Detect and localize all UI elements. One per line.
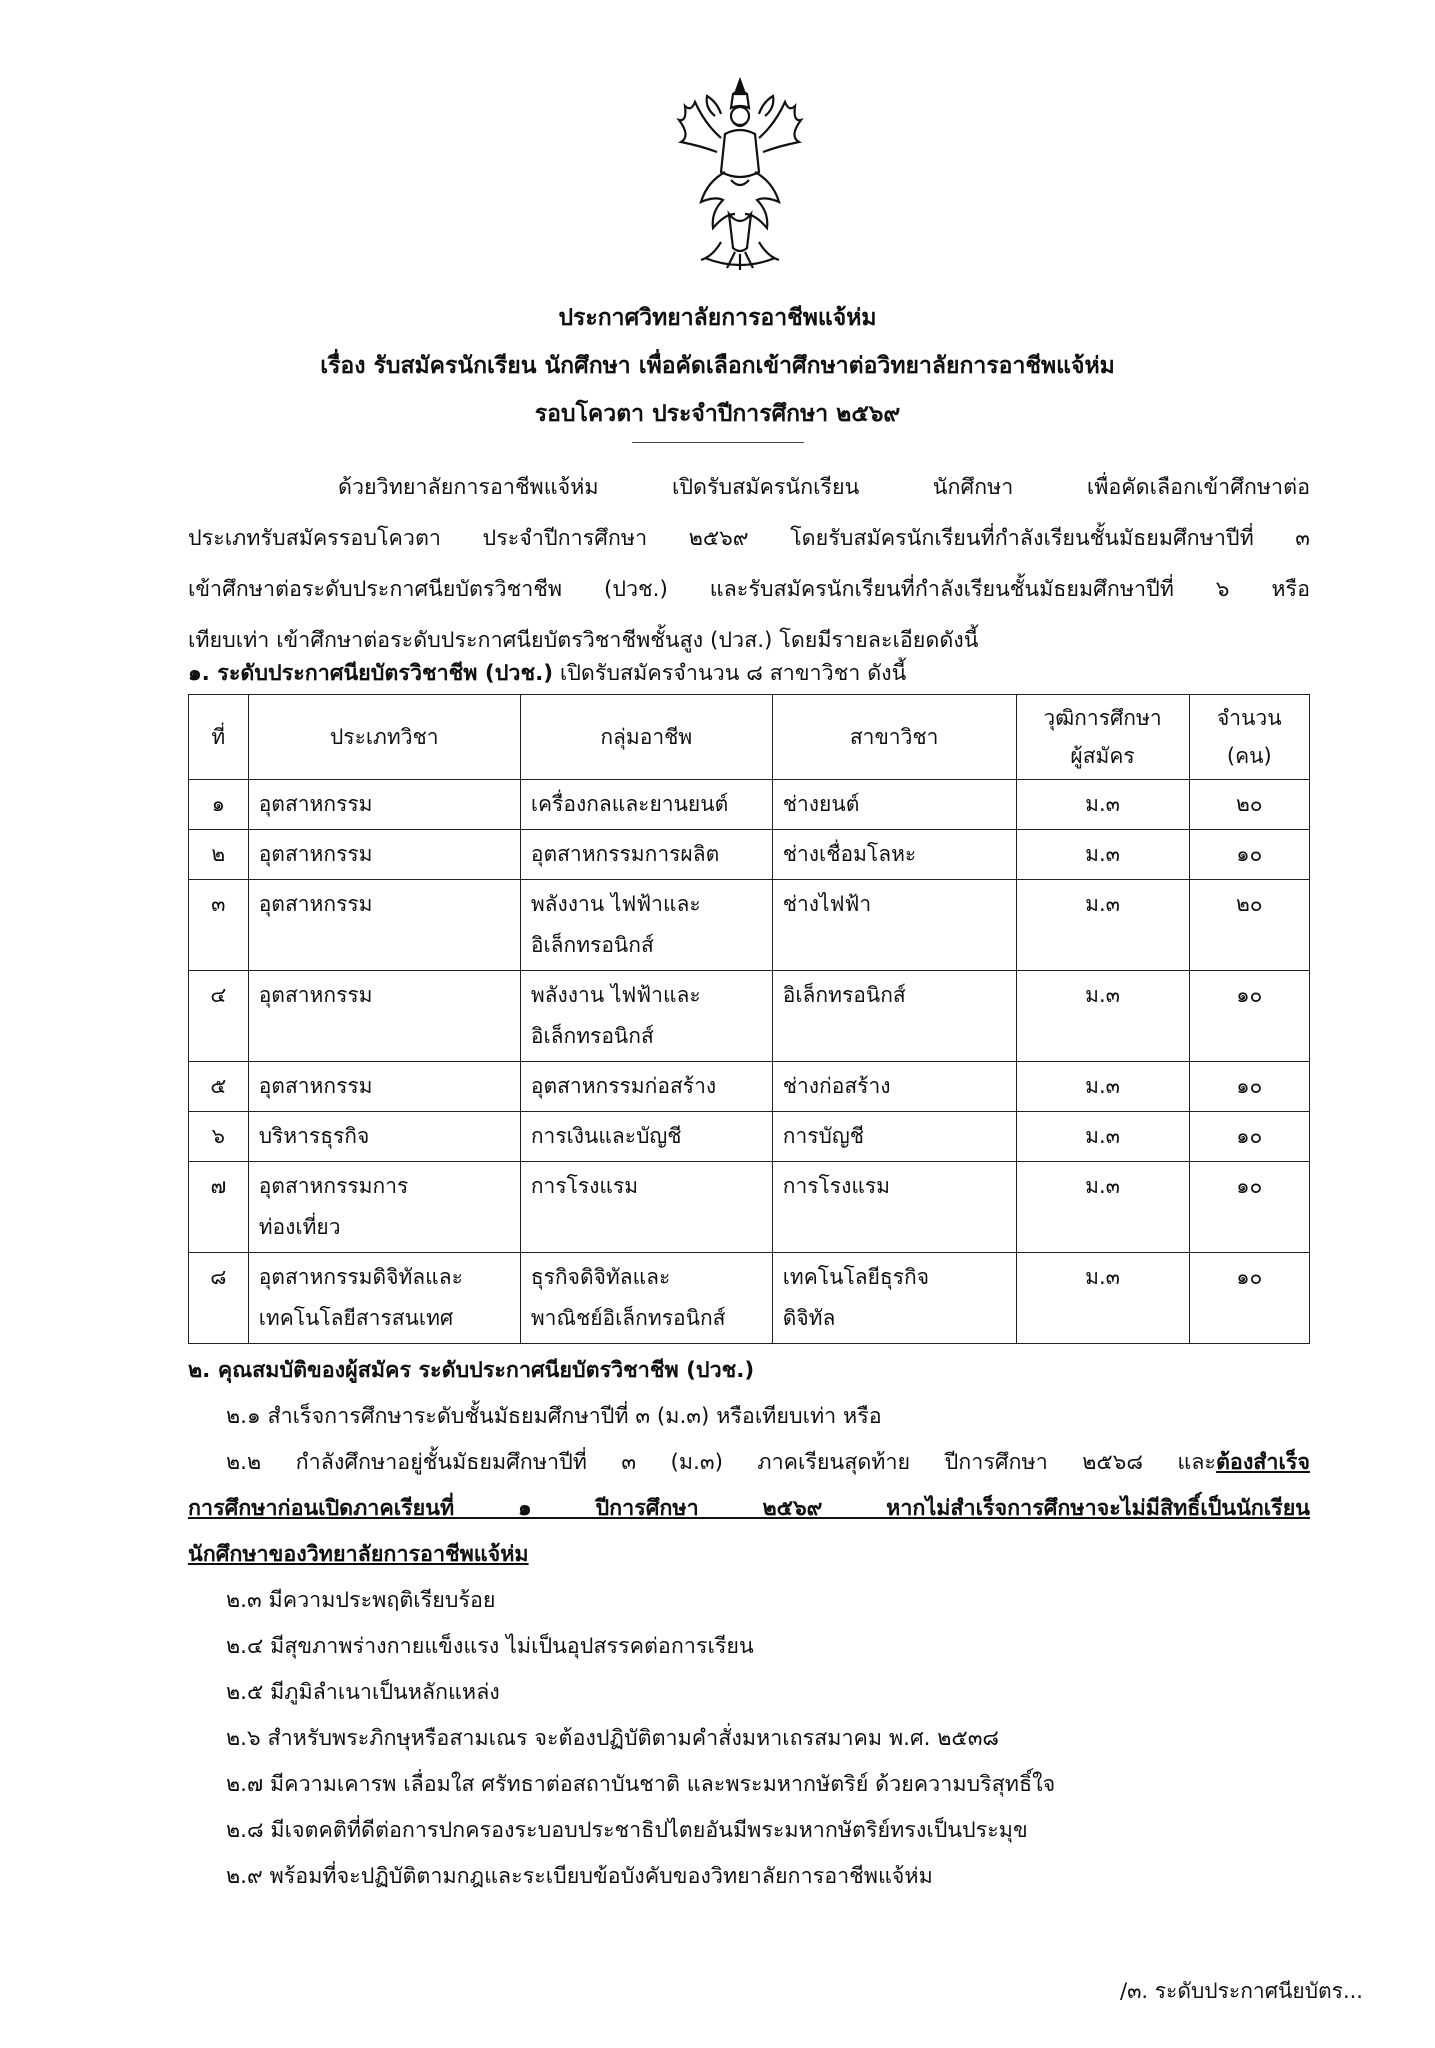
cell-group-text: ธุรกิจดิจิทัลและ bbox=[530, 1265, 671, 1289]
cell-no bbox=[189, 1062, 249, 1112]
cell-major bbox=[772, 780, 1016, 830]
cell-count-text: ๒๐ bbox=[1235, 892, 1263, 916]
cell-group-text: อิเล็กทรอนิกส์ bbox=[530, 1024, 654, 1048]
cell-major bbox=[772, 830, 1016, 880]
section1-heading bbox=[188, 656, 906, 690]
cell-no-text: ๔ bbox=[210, 983, 227, 1007]
cell-count-text: ๑๐ bbox=[1236, 842, 1263, 866]
cell-type-text: อุตสาหกรรม bbox=[258, 792, 373, 816]
qualification-text: ๒.๒ กำลังศึกษาอยู่ชั้นมัธยมศึกษาปีที่ ๓ (ม.๓) ภาคเรียนสุดท้าย ปีการศึกษา ๒๕๖๘ และ bbox=[226, 1450, 1216, 1475]
intro-paragraph bbox=[188, 462, 1310, 666]
cell-no bbox=[189, 1253, 249, 1344]
cell-count-text: ๑๐ bbox=[1236, 1074, 1263, 1098]
cell-group bbox=[520, 971, 772, 1062]
cell-major bbox=[772, 880, 1016, 971]
qualification-emphasis: ต้องสำเร็จ bbox=[1215, 1450, 1310, 1475]
cell-type-text: อุตสาหกรรมดิจิทัลและ bbox=[258, 1265, 463, 1289]
header-no: ที่ bbox=[189, 695, 249, 780]
cell-group bbox=[520, 1253, 772, 1344]
table-row bbox=[189, 1062, 1310, 1112]
qualification-item: ๒.๔ มีสุขภาพร่างกายแข็งแรง ไม่เป็นอุปสรรคต่อการเรียน bbox=[226, 1634, 754, 1659]
cell-major bbox=[772, 1112, 1016, 1162]
cell-education-text: ม.๓ bbox=[1085, 842, 1120, 866]
cell-type-text: อุตสาหกรรม bbox=[258, 1074, 373, 1098]
qualification-item: ๒.๙ พร้อมที่จะปฏิบัติตามกฎและระเบียบข้อบังคับของวิทยาลัยการอาชีพแจ้ห่ม bbox=[226, 1864, 933, 1889]
cell-count bbox=[1189, 1062, 1309, 1112]
table-row bbox=[189, 1253, 1310, 1344]
header-major: สาขาวิชา bbox=[772, 695, 1016, 780]
cell-count-text: ๑๐ bbox=[1236, 1124, 1263, 1148]
cell-count-text: ๑๐ bbox=[1236, 1265, 1263, 1289]
cell-group-text: พลังงาน ไฟฟ้าและ bbox=[530, 983, 701, 1007]
cell-education bbox=[1016, 1162, 1189, 1253]
cell-no-text: ๘ bbox=[210, 1265, 227, 1289]
cell-education bbox=[1016, 780, 1189, 830]
qualification-item: ๒.๗ มีความเคารพ เลื่อมใส ศรัทธาต่อสถาบันชาติ และพระมหากษัตริย์ ด้วยความบริสุทธิ์ใจ bbox=[226, 1772, 1056, 1797]
cell-group-text: อิเล็กทรอนิกส์ bbox=[530, 933, 654, 957]
qualification-item: ๒.๑ สำเร็จการศึกษาระดับชั้นมัธยมศึกษาปีที่ ๓ (ม.๓) หรือเทียบเท่า หรือ bbox=[226, 1404, 882, 1429]
cell-major-text: ช่างก่อสร้าง bbox=[782, 1074, 891, 1098]
continuation-note: /๓. ระดับประกาศนียบัตร... bbox=[1120, 1979, 1363, 2003]
cell-type-text: อุตสาหกรรม bbox=[258, 892, 373, 916]
qualification-item: ๒.๕ มีภูมิลำเนาเป็นหลักแหล่ง bbox=[226, 1680, 500, 1705]
cell-no bbox=[189, 1112, 249, 1162]
header-type: ประเภทวิชา bbox=[248, 695, 520, 780]
announcement-title: ประกาศวิทยาลัยการอาชีพแจ้ห่ม bbox=[558, 305, 877, 331]
intro-line: เทียบเท่า เข้าศึกษาต่อระดับประกาศนียบัตรวิชาชีพชั้นสูง (ปวส.) โดยมีรายละเอียดดังนี้ bbox=[188, 628, 979, 653]
cell-education-text: ม.๓ bbox=[1085, 1174, 1120, 1198]
qualification-item: ๒.๓ มีความประพฤติเรียบร้อย bbox=[226, 1588, 496, 1613]
cell-major-text: ช่างเชื่อมโลหะ bbox=[782, 842, 917, 866]
cell-count bbox=[1189, 971, 1309, 1062]
cell-type bbox=[248, 971, 520, 1062]
cell-group bbox=[520, 1112, 772, 1162]
announcement-round: รอบโควตา ประจำปีการศึกษา ๒๕๖๙ bbox=[534, 401, 901, 427]
header-count bbox=[1189, 695, 1309, 780]
cell-count-text: ๒๐ bbox=[1235, 792, 1263, 816]
cell-no bbox=[189, 971, 249, 1062]
cell-type bbox=[248, 1112, 520, 1162]
qualification-item bbox=[188, 1440, 1310, 1486]
cell-group-text: พลังงาน ไฟฟ้าและ bbox=[530, 892, 701, 916]
garuda-emblem-icon bbox=[665, 72, 815, 272]
cell-type-text: เทคโนโลยีสารสนเทศ bbox=[258, 1306, 454, 1330]
cell-education-text: ม.๓ bbox=[1085, 1124, 1120, 1148]
table-row bbox=[189, 971, 1310, 1062]
header-group: กลุ่มอาชีพ bbox=[520, 695, 772, 780]
cell-count bbox=[1189, 1253, 1309, 1344]
header-num-line2: (คน) bbox=[1226, 744, 1272, 768]
cell-type-text: บริหารธุรกิจ bbox=[258, 1124, 370, 1148]
cell-education-text: ม.๓ bbox=[1085, 983, 1120, 1007]
cell-count-text: ๑๐ bbox=[1236, 1174, 1263, 1198]
section2-title: ๒. คุณสมบัติของผู้สมัคร ระดับประกาศนียบัตรวิชาชีพ (ปวช.) bbox=[188, 1358, 755, 1383]
cell-education bbox=[1016, 1062, 1189, 1112]
cell-major-text: ดิจิทัล bbox=[782, 1306, 836, 1330]
cell-type bbox=[248, 830, 520, 880]
cell-type-text: อุตสาหกรรม bbox=[258, 983, 373, 1007]
cell-major-text: การโรงแรม bbox=[782, 1174, 890, 1198]
title-divider bbox=[632, 442, 804, 443]
section1-title: ๑. ระดับประกาศนียบัตรวิชาชีพ (ปวช.) bbox=[188, 661, 554, 686]
intro-line: ประเภทรับสมัครรอบโควตา ประจำปีการศึกษา ๒๕๖๙ โดยรับสมัครนักเรียนที่กำลังเรียนชั้นมัธยมศึกษาปีที่ ๓ bbox=[188, 526, 1310, 551]
table-row bbox=[189, 830, 1310, 880]
table-row bbox=[189, 1112, 1310, 1162]
qualification-emphasis-line: การศึกษาก่อนเปิดภาคเรียนที่ ๑ ปีการศึกษา ๒๕๖๙ หากไม่สำเร็จการศึกษาจะไม่มีสิทธิ์เป็นนักเรียน bbox=[188, 1496, 1310, 1521]
cell-type-text: ท่องเที่ยว bbox=[258, 1215, 341, 1239]
cell-education bbox=[1016, 880, 1189, 971]
cell-count bbox=[1189, 880, 1309, 971]
table-row bbox=[189, 880, 1310, 971]
cell-group bbox=[520, 780, 772, 830]
quota-table bbox=[188, 694, 1310, 1344]
cell-no bbox=[189, 1162, 249, 1253]
cell-major bbox=[772, 1162, 1016, 1253]
cell-no-text: ๑ bbox=[211, 792, 226, 816]
section1-desc: เปิดรับสมัครจำนวน ๘ สาขาวิชา ดังนี้ bbox=[553, 661, 907, 686]
cell-group bbox=[520, 1162, 772, 1253]
header-num-line1: จำนวน bbox=[1216, 706, 1282, 730]
cell-major bbox=[772, 1062, 1016, 1112]
intro-line: ด้วยวิทยาลัยการอาชีพแจ้ห่ม เปิดรับสมัครนักเรียน นักศึกษา เพื่อคัดเลือกเข้าศึกษาต่อ bbox=[338, 475, 1310, 500]
cell-education-text: ม.๓ bbox=[1085, 892, 1120, 916]
announcement-subject: เรื่อง รับสมัครนักเรียน นักศึกษา เพื่อคัดเลือกเข้าศึกษาต่อวิทยาลัยการอาชีพแจ้ห่ม bbox=[320, 353, 1115, 379]
cell-group bbox=[520, 880, 772, 971]
cell-group-text: การโรงแรม bbox=[530, 1174, 639, 1198]
cell-no bbox=[189, 830, 249, 880]
cell-count bbox=[1189, 1162, 1309, 1253]
intro-line: เข้าศึกษาต่อระดับประกาศนียบัตรวิชาชีพ (ปวช.) และรับสมัครนักเรียนที่กำลังเรียนชั้นมัธยมศึกษาปีที่ ๖ หรือ bbox=[188, 577, 1310, 602]
cell-education bbox=[1016, 971, 1189, 1062]
cell-group-text: อุตสาหกรรมก่อสร้าง bbox=[530, 1074, 717, 1098]
cell-group bbox=[520, 830, 772, 880]
cell-no-text: ๖ bbox=[211, 1124, 226, 1148]
cell-no-text: ๕ bbox=[210, 1074, 227, 1098]
header-edu-line1: วุฒิการศึกษา bbox=[1043, 706, 1162, 730]
cell-major-text: การบัญชี bbox=[782, 1124, 864, 1148]
table-row bbox=[189, 1162, 1310, 1253]
cell-count bbox=[1189, 780, 1309, 830]
cell-count bbox=[1189, 830, 1309, 880]
cell-type-text: อุตสาหกรรม bbox=[258, 842, 373, 866]
header-edu-line2: ผู้สมัคร bbox=[1070, 744, 1135, 768]
cell-no bbox=[189, 780, 249, 830]
header-education bbox=[1016, 695, 1189, 780]
cell-no bbox=[189, 880, 249, 971]
cell-no-text: ๗ bbox=[210, 1174, 227, 1198]
cell-no-text: ๒ bbox=[211, 842, 226, 866]
table-row bbox=[189, 780, 1310, 830]
cell-major bbox=[772, 1253, 1016, 1344]
cell-education-text: ม.๓ bbox=[1085, 1074, 1120, 1098]
cell-major-text: ช่างไฟฟ้า bbox=[782, 892, 872, 916]
cell-no-text: ๓ bbox=[211, 892, 226, 916]
cell-major bbox=[772, 971, 1016, 1062]
cell-major-text: อิเล็กทรอนิกส์ bbox=[782, 983, 906, 1007]
cell-type bbox=[248, 880, 520, 971]
cell-type bbox=[248, 1253, 520, 1344]
cell-group-text: อุตสาหกรรมการผลิต bbox=[530, 842, 720, 866]
qualification-item: ๒.๘ มีเจตคติที่ดีต่อการปกครองระบอบประชาธิปไตยอันมีพระมหากษัตริย์ทรงเป็นประมุข bbox=[226, 1818, 1028, 1843]
cell-education-text: ม.๓ bbox=[1085, 792, 1120, 816]
cell-education bbox=[1016, 830, 1189, 880]
qualification-emphasis-line: นักศึกษาของวิทยาลัยการอาชีพแจ้ห่ม bbox=[188, 1542, 529, 1567]
cell-type bbox=[248, 1162, 520, 1253]
table-header-row bbox=[189, 695, 1310, 780]
cell-education bbox=[1016, 1112, 1189, 1162]
cell-type-text: อุตสาหกรรมการ bbox=[258, 1174, 409, 1198]
cell-group-text: การเงินและบัญชี bbox=[530, 1124, 682, 1148]
cell-type bbox=[248, 1062, 520, 1112]
cell-count-text: ๑๐ bbox=[1236, 983, 1263, 1007]
cell-count bbox=[1189, 1112, 1309, 1162]
section2 bbox=[188, 1348, 1310, 1900]
cell-group-text: พาณิชย์อิเล็กทรอนิกส์ bbox=[530, 1306, 726, 1330]
cell-group-text: เครื่องกลและยานยนต์ bbox=[530, 792, 729, 816]
cell-type bbox=[248, 780, 520, 830]
cell-education-text: ม.๓ bbox=[1085, 1265, 1120, 1289]
cell-group bbox=[520, 1062, 772, 1112]
cell-major-text: เทคโนโลยีธุรกิจ bbox=[782, 1265, 930, 1289]
cell-major-text: ช่างยนต์ bbox=[782, 792, 860, 816]
qualification-item: ๒.๖ สำหรับพระภิกษุหรือสามเณร จะต้องปฏิบัติตามคำสั่งมหาเถรสมาคม พ.ศ. ๒๕๓๘ bbox=[226, 1726, 999, 1751]
cell-education bbox=[1016, 1253, 1189, 1344]
